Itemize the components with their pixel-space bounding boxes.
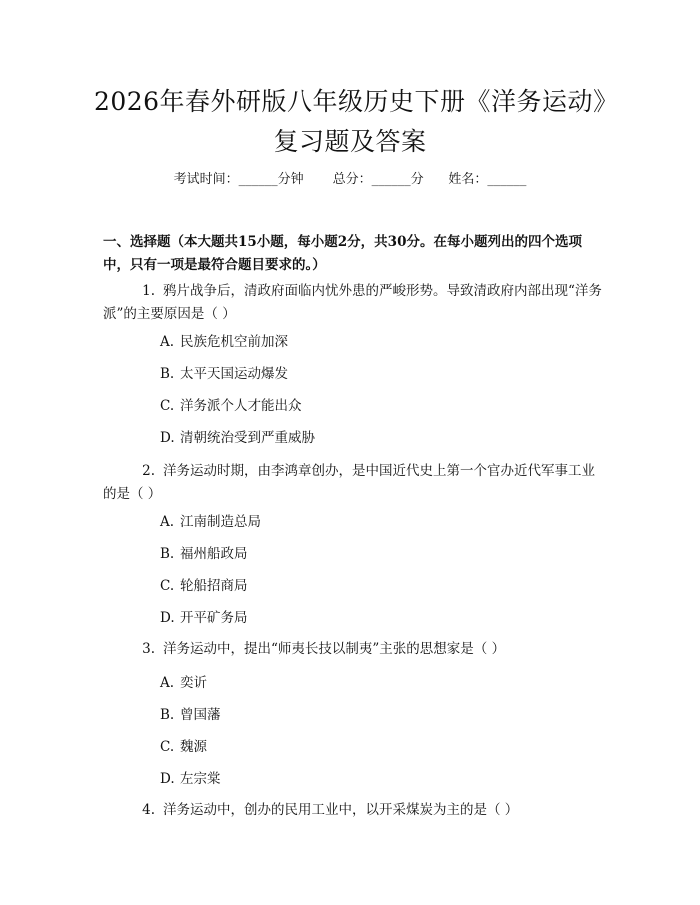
option-text: 魏源 bbox=[180, 739, 207, 755]
option-text: 洋务派个人才能出众 bbox=[180, 398, 302, 414]
option-letter: B. bbox=[160, 366, 175, 382]
option-letter: C. bbox=[160, 578, 175, 594]
option-letter: A. bbox=[160, 675, 175, 691]
question-number: 4. bbox=[142, 802, 155, 818]
question-text: 鸦片战争后，清政府面临内忧外患的严峻形势。导致清政府内部出现“洋务派”的主要原因是（ ） bbox=[103, 283, 602, 322]
option-1-d bbox=[160, 428, 315, 448]
name-label: 姓名： bbox=[448, 172, 488, 187]
option-3-d bbox=[160, 769, 221, 789]
option-text: 江南制造总局 bbox=[180, 514, 261, 530]
section-heading: 一、选择题（本大题共15小题，每小题2分，共30分。在每小题列出的四个选项中，只有一项是最符合题目要求的。） bbox=[103, 234, 582, 273]
option-letter: C. bbox=[160, 739, 175, 755]
option-1-b bbox=[160, 364, 288, 384]
option-text: 左宗棠 bbox=[180, 771, 221, 787]
option-1-a bbox=[160, 332, 288, 352]
option-text: 清朝统治受到严重威胁 bbox=[180, 430, 315, 446]
option-text: 太平天国运动爆发 bbox=[180, 366, 288, 382]
name-blank: ______ bbox=[487, 172, 527, 187]
option-3-c bbox=[160, 737, 207, 757]
question-number: 3. bbox=[142, 641, 155, 657]
option-letter: D. bbox=[160, 771, 175, 787]
option-letter: A. bbox=[160, 514, 175, 530]
option-letter: D. bbox=[160, 430, 175, 446]
question-text: 洋务运动中，提出“师夷长技以制夷”主张的思想家是（ ） bbox=[163, 641, 506, 657]
question-number: 1. bbox=[142, 283, 155, 299]
option-3-a bbox=[160, 673, 207, 693]
score-blank: ______ bbox=[371, 172, 411, 187]
time-label: 考试时间： bbox=[173, 172, 239, 187]
option-1-c bbox=[160, 396, 302, 416]
option-letter: B. bbox=[160, 707, 175, 723]
option-2-d bbox=[160, 608, 248, 628]
option-text: 开平矿务局 bbox=[180, 610, 248, 626]
score-unit: 分 bbox=[410, 172, 424, 187]
score-label: 总分： bbox=[332, 172, 372, 187]
option-letter: C. bbox=[160, 398, 175, 414]
time-unit: 分钟 bbox=[277, 172, 304, 187]
question-2 bbox=[103, 460, 603, 506]
option-2-c bbox=[160, 576, 248, 596]
option-letter: A. bbox=[160, 334, 175, 350]
question-1 bbox=[103, 280, 603, 326]
document-title: 2026年春外研版八年级历史下册《洋务运动》复习题及答案 bbox=[93, 87, 607, 156]
question-4 bbox=[103, 799, 603, 822]
option-letter: D. bbox=[160, 610, 175, 626]
option-text: 奕䜣 bbox=[180, 675, 207, 691]
option-text: 福州船政局 bbox=[180, 546, 248, 562]
question-text: 洋务运动中，创办的民用工业中，以开采煤炭为主的是（ ） bbox=[163, 802, 519, 818]
option-2-a bbox=[160, 512, 261, 532]
time-blank: ______ bbox=[238, 172, 278, 187]
option-letter: B. bbox=[160, 546, 175, 562]
question-text: 洋务运动时期，由李鸿章创办，是中国近代史上第一个官办近代军事工业的是（ ） bbox=[103, 463, 595, 502]
option-text: 曾国藩 bbox=[180, 707, 221, 723]
option-3-b bbox=[160, 705, 221, 725]
question-number: 2. bbox=[142, 463, 155, 479]
option-2-b bbox=[160, 544, 248, 564]
exam-meta bbox=[0, 168, 700, 187]
option-text: 轮船招商局 bbox=[180, 578, 248, 594]
question-3 bbox=[103, 638, 603, 661]
option-text: 民族危机空前加深 bbox=[180, 334, 288, 350]
